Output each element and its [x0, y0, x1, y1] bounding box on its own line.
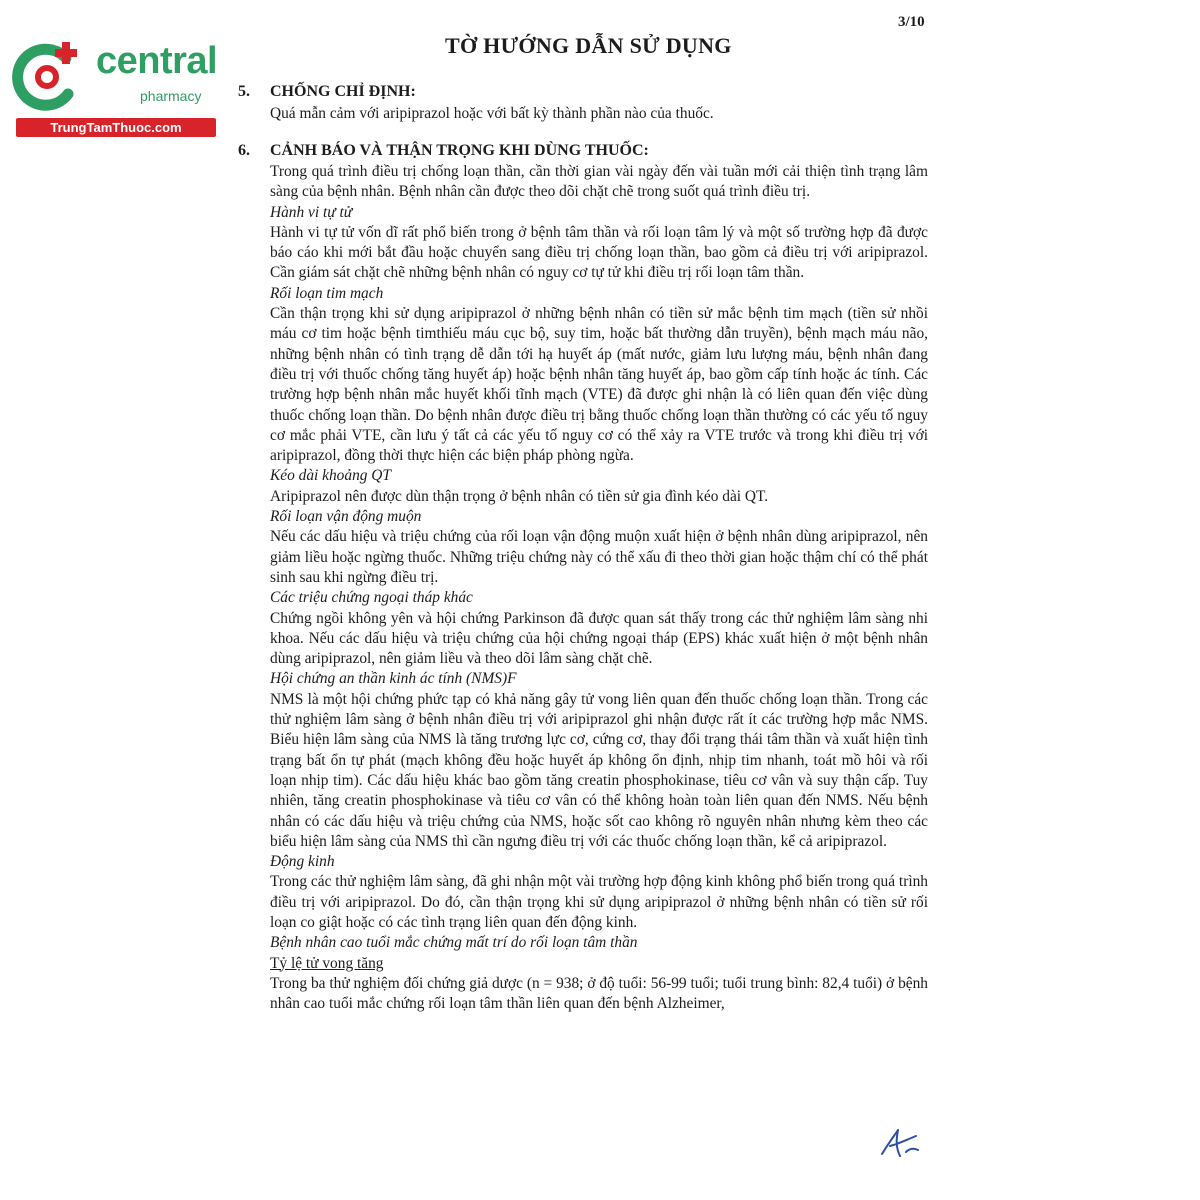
pharmacy-logo — [10, 34, 218, 135]
paragraph-seizure: Trong các thử nghiệm lâm sàng, đã ghi nhận một vài trường hợp động kinh không phổ biến trong quá trình điều trị với aripiprazol. Do đó, cần thận trọng khi sử dụng aripiprazol ở những bệnh nhân có tiền sử rối loạn co giật hoặc có các tình trạng liên quan đến động kinh. — [270, 873, 928, 931]
paragraph-suicide: Hành vi tự tử vốn dĩ rất phổ biến trong ở bệnh tâm thần và rối loạn tâm lý và một số trường hợp đã được báo cáo khi mới bắt đầu hoặc chuyển sang điều trị chống loạn thần, bao gồm cả điều trị với aripiprazol. Cần giám sát chặt chẽ những bệnh nhân có nguy cơ tự tử khi điều trị rối loạn tâm thần. — [270, 223, 928, 282]
section-6-title: CẢNH BÁO VÀ THẬN TRỌNG KHI DÙNG THUỐC: — [270, 142, 649, 159]
subheading-tardive-dyskinesia: Rối loạn vận động muộn — [270, 508, 422, 526]
subheading-suicide: Hành vi tự tử — [270, 203, 353, 221]
signature-mark — [876, 1126, 922, 1162]
paragraph-cardiovascular: Cần thận trọng khi sử dụng aripiprazol ở những bệnh nhân có tiền sử mắc bệnh tim mạch (tiền sử nhồi máu cơ tim hoặc bệnh timthiếu máu cục bộ, suy tim, hoặc bất thường dẫn truyền), bệnh mạch máu não, những bệnh nhân có tình trạng dễ dẫn tới hạ huyết áp (mất nước, giảm lưu lượng máu, bệnh nhân đang điều trị với thuốc chống tăng huyết áp) hoặc bệnh nhân tăng huyết áp, bao gồm cấp tính hoặc ác tính. Các trường hợp bệnh nhân mắc huyết khối tĩnh mạch (VTE) đã được ghi nhận là có liên quan đến việc dùng thuốc chống loạn thần. Do bệnh nhân được điều trị bằng thuốc chống loạn thần thường có các yếu tố nguy cơ mắc phải VTE, cần lưu ý tất cả các yếu tố nguy cơ có thể xảy ra VTE trước và trong khi điều trị với aripiprazol, đồng thời thực hiện các biện pháp phòng ngừa. — [270, 305, 928, 465]
logo-url-banner: TrungTamThuoc.com — [16, 118, 216, 137]
paragraph-nms: NMS là một hội chứng phức tạp có khả năng gây tử vong liên quan đến thuốc chống loạn thần. Trong các thử nghiệm lâm sàng ở bệnh nhân điều trị với aripiprazol ghi nhận được rất ít các trường hợp mắc NMS. Biểu hiện lâm sàng của NMS là tăng trương lực cơ, cứng cơ, thay đổi trạng thái tâm thần và xuất hiện tình trạng bất ổn tự phát (mạch không đều hoặc huyết áp không ổn định, nhịp tim nhanh, toát mồ hôi và rối loạn nhịp tim). Các dấu hiệu khác bao gồm tăng creatin phosphokinase, tiêu cơ vân và suy thận cấp. Tuy nhiên, tăng creatin phosphokinase và tiêu cơ vân có thể không hoàn toàn liên quan đến NMS. Nếu bệnh nhân có các dấu hiệu và triệu chứng của NMS, hoặc sốt cao không rõ nguyên nhân nhưng kèm theo các biểu hiện lâm sàng của NMS thì cần ngưng điều trị với các thuốc chống loạn thần, kể cả aripiprazol. — [270, 690, 928, 850]
paragraph-extrapyramidal: Chứng ngồi không yên và hội chứng Parkinson đã được quan sát thấy trong các thử nghiệm lâm sàng nhi khoa. Nếu các dấu hiệu và triệu chứng của hội chứng ngoại tháp (EPS) khác xuất hiện ở một bệnh nhân dùng aripiprazol, nên giảm liều và theo dõi lâm sàng chặt chẽ. — [270, 609, 928, 668]
section-6-intro: Trong quá trình điều trị chống loạn thần, cần thời gian vài ngày đến vài tuần mới cải thiện tình trạng lâm sàng của bệnh nhân. Bệnh nhân cần được theo dõi chặt chẽ trong suốt quá trình điều trị. — [270, 163, 928, 201]
section-5-number: 5. — [238, 83, 250, 100]
logo-subtitle: pharmacy — [140, 88, 202, 104]
logo-c-cross-icon — [10, 40, 84, 114]
subheading-cardiovascular: Rối loạn tim mạch — [270, 284, 384, 302]
subheading-mortality: Tỷ lệ tử vong tăng — [270, 954, 384, 972]
paragraph-mortality: Trong ba thử nghiệm đối chứng giả dược (n = 938; ở độ tuổi: 56-99 tuổi; tuổi trung bình: 82,4 tuổi) ở bệnh nhân cao tuổi mắc chứng rối loạn tâm thần liên quan đến bệnh Alzheimer, — [270, 974, 928, 1013]
page-number: 3/10 — [898, 14, 925, 30]
section-5-text: Quá mẫn cảm với aripiprazol hoặc với bất kỳ thành phần nào của thuốc. — [270, 105, 714, 122]
paragraph-tardive-dyskinesia: Nếu các dấu hiệu và triệu chứng của rối loạn vận động muộn xuất hiện ở bệnh nhân dùng aripiprazol, nên giảm liều hoặc ngừng thuốc. Những triệu chứng này có thể xấu đi theo thời gian hoặc thậm chí có thể phát sinh sau khi ngừng điều trị. — [270, 528, 928, 586]
subheading-qt-prolongation: Kéo dài khoảng QT — [270, 467, 391, 485]
logo-wordmark: central — [96, 40, 218, 82]
subheading-nms: Hội chứng an thần kinh ác tính (NMS)F — [270, 670, 517, 688]
section-5-body — [270, 104, 928, 124]
document-title: TỜ HƯỚNG DẪN SỬ DỤNG — [445, 33, 732, 58]
subheading-extrapyramidal: Các triệu chứng ngoại tháp khác — [270, 589, 473, 607]
section-6-number: 6. — [238, 142, 250, 159]
subheading-seizure: Động kinh — [270, 853, 335, 871]
section-6-body — [270, 162, 928, 1014]
section-5-title: CHỐNG CHỈ ĐỊNH: — [270, 83, 416, 100]
subheading-elderly-dementia: Bệnh nhân cao tuổi mắc chứng mất trí do rối loạn tâm thần — [270, 934, 638, 952]
paragraph-qt-prolongation: Aripiprazol nên được dùn thận trọng ở bệnh nhân có tiền sử gia đình kéo dài QT. — [270, 487, 769, 505]
